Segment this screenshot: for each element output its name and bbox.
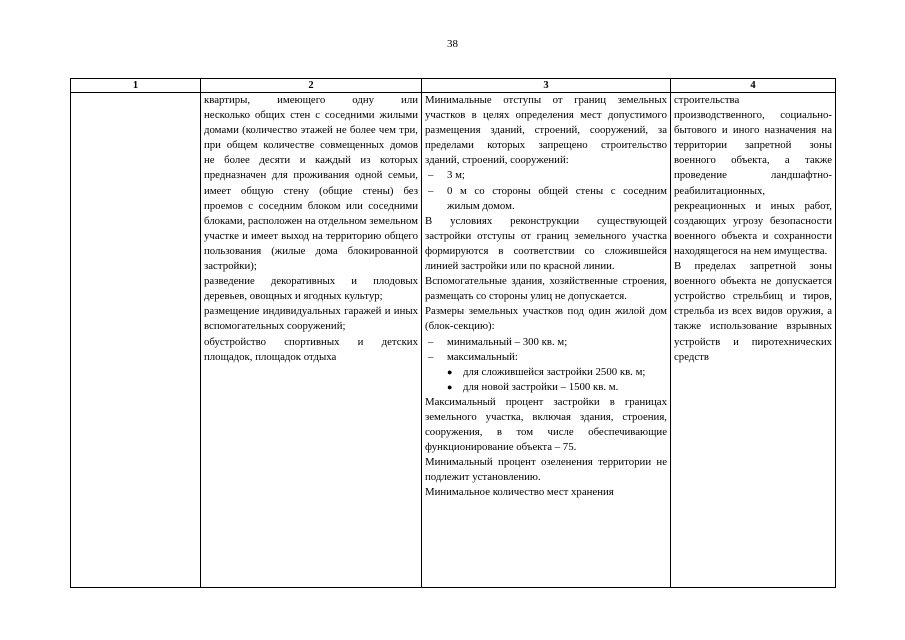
list-item: [425, 168, 667, 183]
plot-size-max: максимальный:: [447, 350, 518, 363]
list-item: [425, 365, 667, 380]
column-header-3: 3: [422, 79, 671, 93]
list-item: [425, 335, 667, 350]
restriction-construction: строительства производственного, социально-бытового и иного назначения на территории запретной зоны военного объекта, а также проведение ландшафтно-реабилитационных,: [674, 94, 832, 197]
cell-col2: [201, 93, 422, 588]
cell-col3: [422, 93, 671, 588]
column-header-1: 1: [71, 79, 201, 93]
bullet-marker: ●: [447, 381, 453, 392]
list-item: [425, 184, 667, 214]
list-item: [425, 380, 667, 395]
dash-marker: –: [428, 335, 434, 348]
permitted-use-line1: квартиры, имеющего одну или: [204, 94, 418, 106]
min-greening-percent: Минимальный процент озеленения территории не подлежит установлению.: [425, 456, 667, 484]
dash-marker: –: [428, 184, 434, 197]
permitted-use-gardening: разведение декоративных и плодовых деревьев, овощных и ягодных культур;: [204, 275, 418, 303]
setback-3m: 3 м;: [447, 169, 465, 182]
list-item: [425, 350, 667, 365]
column-header-2: 2: [201, 79, 422, 93]
regulations-table: [70, 78, 836, 588]
page-number: 38: [447, 38, 458, 50]
auxiliary-buildings-text: Вспомогательные здания, хозяйственные строения, размещать со стороны улиц не допускается.: [425, 275, 667, 303]
bullet-marker: ●: [447, 366, 453, 377]
plot-size-min: минимальный – 300 кв. м;: [447, 335, 568, 348]
permitted-use-garages: размещение индивидуальных гаражей и иных вспомогательных сооружений;: [204, 305, 418, 333]
plot-sizes-text: Размеры земельных участков под один жилой дом (блок-секцию):: [425, 305, 667, 333]
table-header-row: [71, 79, 836, 93]
permitted-use-playgrounds: обустройство спортивных и детских площадок, площадок отдыха: [204, 335, 418, 363]
restriction-works: рекреационных и иных работ, создающих угрозу безопасности военного объекта и сохранности находящегося на нем имущества.: [674, 199, 832, 257]
cell-col4: [671, 93, 836, 588]
dash-marker: –: [428, 350, 434, 363]
table-row: [71, 93, 836, 588]
max-building-percent: Максимальный процент застройки в границах земельного участка, включая здания, строения, сооружения, в том числе обеспечивающие функционирование объекта – 75.: [425, 395, 667, 454]
cell-col1: [71, 93, 201, 588]
dash-marker: –: [428, 169, 434, 182]
setback-0m: 0 м со стороны общей стены с соседним жилым домом.: [447, 184, 667, 212]
reconstruction-text: В условиях реконструкции существующей застройки отступы от границ земельного участка формируются в соответствии со сложившейся линией застройки или по красной линии.: [425, 214, 667, 273]
setbacks-intro: Минимальные отступы от границ земельных участков в целях определения мест допустимого размещения зданий, строений, сооружений, за пределами которых запрещено строительство зданий, строений, сооружений:: [425, 94, 667, 167]
plot-size-new: для новой застройки – 1500 кв. м.: [463, 380, 619, 393]
column-header-4: 4: [671, 79, 836, 93]
plot-size-existing: для сложившейся застройки 2500 кв. м;: [463, 365, 646, 378]
permitted-use-blocked-houses: несколько общих стен с соседними жилыми домами (количество этажей не более чем три, при общем количестве совмещенных домов не более десяти и каждый из которых предназначен для проживания одной семьи, имеет общую стену (общие стены) без проемов с соседним блоком или соседними блоками, расположен на отдельном земельном участке и имеет выход на территорию общего пользования (жилые дома блокированной застройки);: [204, 109, 419, 273]
restriction-shooting: В пределах запретной зоны военного объекта не допускается устройство стрельбищ и тиров, стрельба из всех видов оружия, а также использование взрывных устройств и пиротехнических средств: [674, 260, 832, 363]
min-parking-places: Минимальное количество мест хранения: [425, 486, 614, 499]
